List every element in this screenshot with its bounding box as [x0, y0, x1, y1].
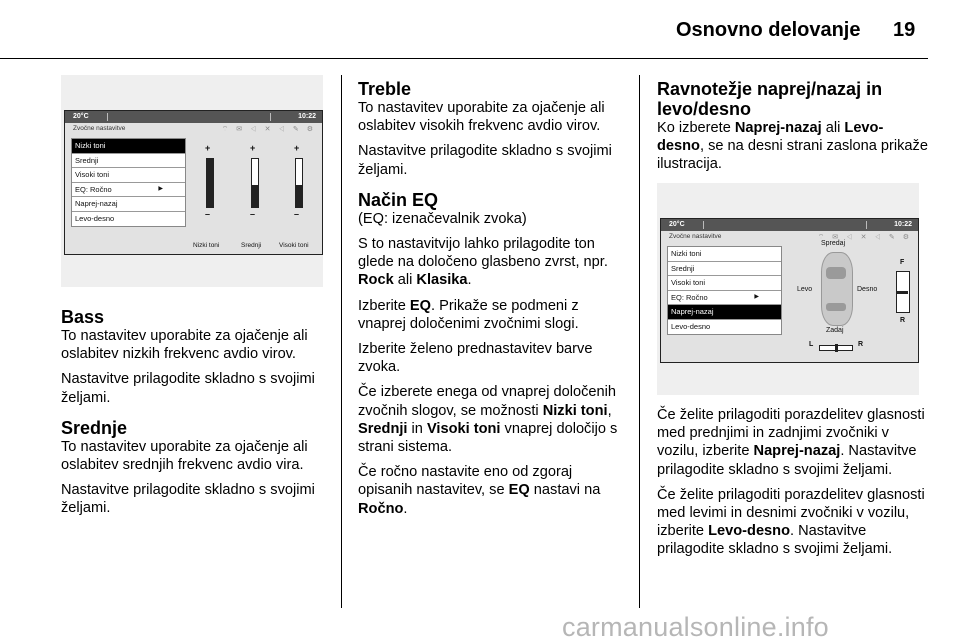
bass-text: To nastavitev uporabite za ojačenje ali oslabitev nizkih frekvenc avdio virov. — [61, 328, 308, 363]
eq-paragraph-4: Če izberete enega od vnaprej določenih zvočnih slogov, se možnosti Nizki toni, Srednji in Visoki toni vnaprej določijo s strani sistema. — [358, 384, 618, 456]
clock: 10:22 — [298, 113, 316, 120]
fader-instruction: Če želite prilagoditi porazdelitev glasnosti med prednjimi in zadnjimi zvočniki v vozilu, izberite Naprej-nazaj. Nastavitve prilagodite skladno s svojimi željami. — [657, 407, 925, 478]
slider-fill — [252, 185, 258, 207]
mid-text: To nastavitev uporabite za ojačenje ali oslabitev srednjih frekvenc avdio vira. — [61, 438, 308, 474]
heading-bass: Bass — [61, 307, 105, 327]
eq-paragraph-5: Če ročno nastavite eno od zgoraj opisanih nastavitev, se EQ nastavi na Ročno. — [358, 464, 601, 517]
eq-subtitle: (EQ: izenačevalnik zvoka) — [358, 210, 527, 227]
menu-item-mid[interactable]: Srednji — [72, 154, 185, 169]
label-front: Spredaj — [821, 240, 846, 247]
slider-mid[interactable] — [251, 158, 259, 208]
eq-paragraph-3: Izberite želeno prednastavitev barve zvoka. — [358, 341, 593, 376]
band-label: Visoki toni — [279, 242, 309, 249]
balance-instruction: Če želite prilagoditi porazdelitev glasnosti med levimi in desnimi zvočniki v vozilu, izberite Levo-desno. Nastavitve prilagodite skladno s svojimi željami. — [657, 486, 925, 558]
slider-treble[interactable] — [295, 158, 303, 208]
band-label: Srednji — [241, 242, 262, 249]
screen-title: Zvočne nastavitve — [669, 233, 722, 240]
temperature: 20°C — [669, 221, 685, 228]
status-bar — [661, 219, 918, 231]
car-rear-window — [826, 303, 846, 311]
menu-item-balance[interactable]: Levo-desno — [75, 213, 115, 223]
menu-item-treble[interactable]: Visoki toni — [668, 276, 781, 291]
menu-item-fader[interactable]: Naprej-nazaj — [668, 305, 781, 320]
slider-fill — [296, 185, 302, 207]
plus-icon: + — [205, 143, 211, 153]
eq-paragraph-2: Izberite EQ. Prikaže se podmeni z vnaprej določenimi zvočnimi slogi. — [358, 297, 579, 332]
menu-item-bass[interactable]: Nizki toni — [72, 139, 185, 154]
header-rule — [0, 58, 928, 59]
screen-balance — [660, 218, 919, 363]
status-bar — [65, 111, 322, 123]
menu-item-eq[interactable]: EQ: Ročno ▶ — [72, 183, 185, 198]
mid-adjust: Nastavitve prilagodite skladno s svojimi željami. — [61, 482, 315, 517]
chevron-right-icon: ▶ — [754, 293, 759, 300]
footer-watermark: carmanualsonline.info — [562, 612, 829, 642]
chevron-right-icon: ▶ — [158, 185, 163, 192]
screen-title: Zvočne nastavitve — [73, 125, 126, 132]
label-rear: Zadaj — [826, 327, 844, 334]
menu-item-bass[interactable]: Nizki toni — [668, 247, 781, 262]
header-title: Osnovno delovanje — [676, 19, 861, 41]
temperature: 20°C — [73, 113, 89, 120]
column-3 — [657, 79, 929, 181]
column-2 — [358, 79, 628, 525]
menu-item-treble[interactable]: Visoki toni — [72, 168, 185, 183]
minus-icon: – — [294, 209, 300, 219]
label-balance-r: R — [858, 341, 864, 348]
balance-slider[interactable] — [819, 345, 853, 351]
bass-adjust: Nastavitve prilagodite skladno s svojimi željami. — [61, 371, 315, 406]
slider-bass[interactable] — [206, 158, 214, 208]
balance-thumb[interactable] — [835, 344, 838, 352]
clock: 10:22 — [894, 221, 912, 228]
status-icons: ⌔ ✉ ◁ ✕ ◁ ✎ ⚙ — [221, 126, 316, 133]
figure-balance — [657, 183, 919, 395]
heading-mid: Srednje — [61, 417, 128, 438]
settings-menu — [667, 246, 782, 335]
status-icons: ⌔ ✉ ◁ ✕ ◁ ✎ ⚙ — [817, 234, 912, 241]
fader-slider[interactable] — [896, 271, 910, 313]
figure-equalizer — [61, 75, 323, 287]
label-balance-l: L — [809, 341, 814, 348]
column-3-lower — [657, 406, 929, 566]
fader-thumb[interactable] — [896, 291, 908, 294]
menu-item-mid[interactable]: Srednji — [668, 262, 781, 277]
column-divider — [639, 75, 640, 608]
band-label: Nizki toni — [193, 242, 220, 249]
balance-intro: Ko izberete Naprej-nazaj ali Levo-desno, se na desni strani zaslona prikaže ilustracija. — [657, 120, 928, 173]
heading-balance: Ravnotežje naprej/nazaj in levo/desno — [657, 79, 883, 119]
screen-equalizer — [64, 110, 323, 255]
page-number: 19 — [893, 19, 916, 41]
menu-item-balance[interactable]: Levo-desno — [671, 321, 711, 331]
slider-fill — [207, 159, 213, 207]
treble-text: To nastavitev uporabite za ojačenje ali oslabitev visokih frekvenc avdio virov. — [358, 100, 605, 135]
eq-paragraph-1: S to nastavitvijo lahko prilagodite ton glede na določeno glasbeno zvrst, npr. Rock ali Klasika. — [358, 236, 608, 289]
label-right: Desno — [857, 286, 878, 293]
settings-menu — [71, 138, 186, 227]
heading-treble: Treble — [358, 79, 412, 99]
menu-item-eq[interactable]: EQ: Ročno ▶ — [668, 291, 781, 306]
label-left: Levo — [797, 286, 813, 293]
car-windshield — [826, 267, 846, 279]
menu-item-fader[interactable]: Naprej-nazaj — [72, 197, 185, 212]
plus-icon: + — [250, 143, 256, 153]
car-top-view — [821, 252, 853, 326]
minus-icon: – — [205, 209, 211, 219]
column-1 — [61, 307, 326, 525]
column-divider — [341, 75, 342, 608]
heading-eq: Način EQ — [358, 189, 439, 210]
plus-icon: + — [294, 143, 300, 153]
label-fader-f: F — [900, 259, 905, 266]
label-fader-r: R — [900, 317, 906, 324]
treble-adjust: Nastavitve prilagodite skladno s svojimi željami. — [358, 143, 612, 178]
minus-icon: – — [250, 209, 256, 219]
